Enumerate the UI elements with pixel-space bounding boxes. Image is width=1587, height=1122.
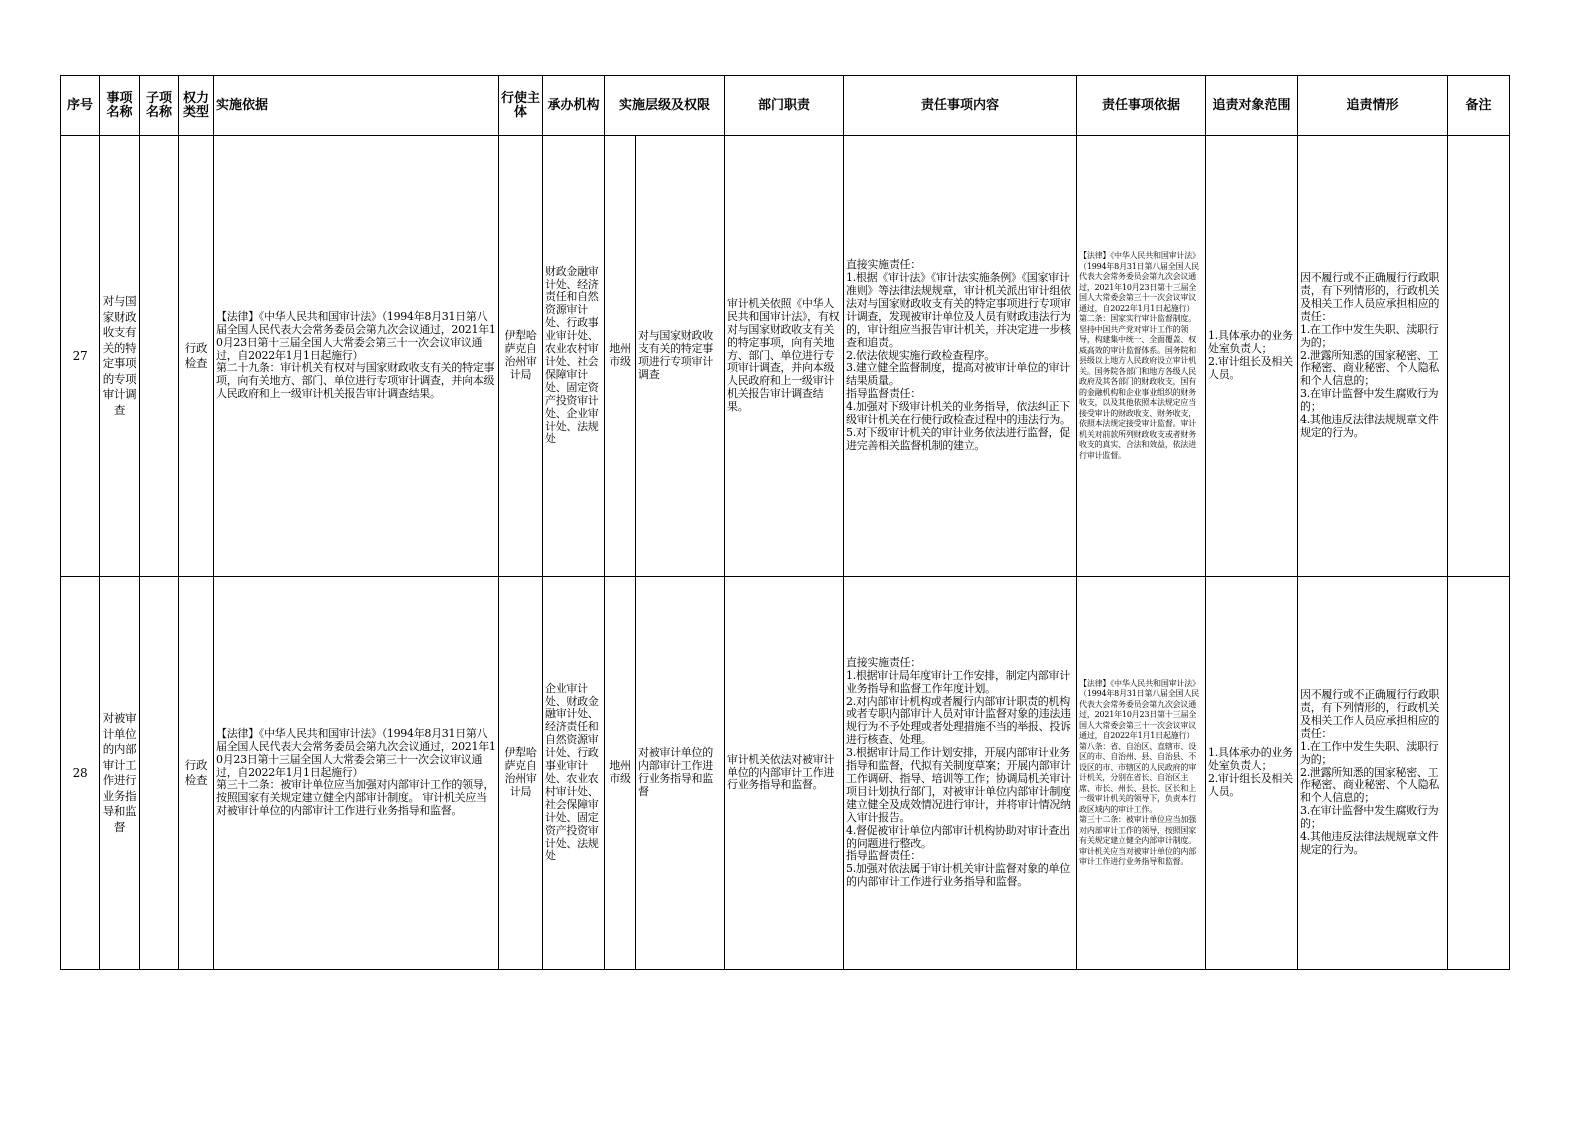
cell-level: 地州市级 <box>605 136 636 577</box>
cell-resp-content: 直接实施责任： 1.根据审计局年度审计工作安排，制定内部审计业务指导和监督工作年度计划。 2.对内部审计机构或者履行内部审计职责的机构或者专职内部审计人员对审计监督对象的违法违规行为不予处理或者处理措施不当的举报、投诉进行核查、处理。 3.根据审计局工作计划安排，开展内部审计业务指导和监督，代拟有关制度草案；开展内部审计工作调研、指导、培训等工作；协调局机关审计项目计划执行部门，对被审计单位内部审计制度建立健全及成效情况进行审计，并将审计情况纳入审计报告。 4.督促被审计单位内部审计机构协助对审计查出的问题进行整改。 指导监督责任： 5.加强对依法属于审计机关审计监督对象的单位的内部审计工作进行业务指导和监督。 <box>844 577 1077 970</box>
cell-agency: 财政金融审计处、经济责任和自然资源审计处、行政事业审计处、农业农村审计处、社会保障审计处、固定资产投资审计处、企业审计处、法规处 <box>543 136 605 577</box>
cell-resp-basis: 【法律】《中华人民共和国审计法》（1994年8月31日第八届全国人民代表大会常务委员会第九次会议通过，2021年10月23日第十三届全国人大常委会第三十一次会议审议通过，自2022年1月1日起施行） 第二条：国家实行审计监督制度。坚持中国共产党对审计工作的领导，构建集中统一、全面覆盖、权威高效的审计监督体系。国务院和县级以上地方人民政府设立审计机关。国务院各部门和地方各级人民政府及其各部门的财政收支，国有的金融机构和企业事业组织的财务收支，以及其他依照本法规定应当接受审计的财政收支、财务收支，依照本法规定接受审计监督。审计机关对前款所列财政收支或者财务收支的真实、合法和效益，依法进行审计监督。 <box>1077 136 1206 577</box>
cell-duty: 审计机关依法对被审计单位的内部审计工作进行业务指导和监督。 <box>725 577 844 970</box>
header-duty: 部门职责 <box>725 76 844 136</box>
header-agency: 承办机构 <box>543 76 605 136</box>
cell-item-name: 对与国家财政收支有关的特定事项的专项审计调查 <box>100 136 140 577</box>
cell-situation: 因不履行或不正确履行行政职责，有下列情形的，行政机关及相关工作人员应承担相应的责任： 1.在工作中发生失职、渎职行为的； 2.泄露所知悉的国家秘密、工作秘密、商业秘密、个人隐私和个人信息的； 3.在审计监督中发生腐败行为的； 4.其他违反法律法规规章文件规定的行为。 <box>1298 136 1448 577</box>
header-sub-name: 子项名称 <box>140 76 179 136</box>
cell-sub-name <box>140 577 179 970</box>
cell-remark <box>1448 577 1510 970</box>
cell-subject: 伊犁哈萨克自治州审计局 <box>499 136 543 577</box>
cell-item-name: 对被审计单位的内部审计工作进行业务指导和监督 <box>100 577 140 970</box>
header-item-name: 事项名称 <box>100 76 140 136</box>
cell-basis: 【法律】《中华人民共和国审计法》（1994年8月31日第八届全国人民代表大会常务委员会第九次会议通过，2021年10月23日第十三届全国人大常委会第三十一次会议审议通过，自2022年1月1日起施行） 第二十九条：审计机关有权对与国家财政收支有关的特定事项，向有关地方、部门、单位进行专项审计调查，并向本级人民政府和上一级审计机关报告审计调查结果。 <box>214 136 499 577</box>
header-remark: 备注 <box>1448 76 1510 136</box>
cell-sub-name <box>140 136 179 577</box>
cell-seq: 27 <box>61 136 100 577</box>
cell-resp-basis: 【法律】《中华人民共和国审计法》（1994年8月31日第八届全国人民代表大会常务委员会第九次会议通过，2021年10月23日第十三届全国人大常委会第三十一次会议审议通过，自2022年1月1日起施行） 第八条：省、自治区、直辖市、设区的市、自治州、县、自治县、不设区的市、市辖区的人民政府的审计机关，分别在省长、自治区主席、市长、州长、县长、区长和上一级审计机关的领导下，负责本行政区域内的审计工作。 第三十二条：被审计单位应当加强对内部审计工作的领导，按照国家有关规定建立健全内部审计制度。审计机关应当对被审计单位的内部审计工作进行业务指导和监督。 <box>1077 577 1206 970</box>
header-subject: 行使主体 <box>499 76 543 136</box>
header-row <box>61 76 1510 136</box>
cell-authority: 对与国家财政收支有关的特定事项进行专项审计调查 <box>636 136 725 577</box>
header-resp-basis: 责任事项依据 <box>1077 76 1206 136</box>
header-resp-content: 责任事项内容 <box>844 76 1077 136</box>
cell-scope: 1.具体承办的业务处室负责人； 2.审计组长及相关人员。 <box>1206 577 1298 970</box>
cell-power-type: 行政检查 <box>179 577 214 970</box>
cell-remark <box>1448 136 1510 577</box>
cell-authority: 对被审计单位的内部审计工作进行业务指导和监督 <box>636 577 725 970</box>
cell-situation: 因不履行或不正确履行行政职责，有下列情形的，行政机关及相关工作人员应承担相应的责任： 1.在工作中发生失职、渎职行为的； 2.泄露所知悉的国家秘密、工作秘密、商业秘密、个人隐私和个人信息的； 3.在审计监督中发生腐败行为的； 4.其他违反法律法规规章文件规定的行为。 <box>1298 577 1448 970</box>
cell-duty: 审计机关依照《中华人民共和国审计法》，有权对与国家财政收支有关的特定事项，向有关地方、部门、单位进行专项审计调查，并向本级人民政府和上一级审计机关报告审计调查结果。 <box>725 136 844 577</box>
cell-seq: 28 <box>61 577 100 970</box>
header-power-type: 权力类型 <box>179 76 214 136</box>
cell-agency: 企业审计处、财政金融审计处、经济责任和自然资源审计处、行政事业审计处、农业农村审计处、社会保障审计处、固定资产投资审计处、法规处 <box>543 577 605 970</box>
cell-scope: 1.具体承办的业务处室负责人； 2.审计组长及相关人员。 <box>1206 136 1298 577</box>
responsibility-list-table <box>60 75 1510 970</box>
table-row <box>61 136 1510 577</box>
cell-power-type: 行政检查 <box>179 136 214 577</box>
header-seq: 序号 <box>61 76 100 136</box>
cell-resp-content: 直接实施责任： 1.根据《审计法》《审计法实施条例》《国家审计准则》等法律法规规章，审计机关派出审计组依法对与国家财政收支有关的特定事项进行专项审计调查，发现被审计单位及人员有财政违法行为的，审计组应当报告审计机关，并决定进一步核查和追责。 2.依法依规实施行政检查程序。 3.建立健全监督制度，提高对被审计单位的审计结果质量。 指导监督责任： 4.加强对下级审计机关的业务指导，依法纠正下级审计机关在行使行政检查过程中的违法行为。 5.对下级审计机关的审计业务依法进行监督，促进完善相关监督机制的建立。 <box>844 136 1077 577</box>
header-basis: 实施依据 <box>214 76 499 136</box>
header-situation: 追责情形 <box>1298 76 1448 136</box>
cell-subject: 伊犁哈萨克自治州审计局 <box>499 577 543 970</box>
table-row <box>61 577 1510 970</box>
header-level: 实施层级及权限 <box>605 76 725 136</box>
cell-basis: 【法律】《中华人民共和国审计法》（1994年8月31日第八届全国人民代表大会常务委员会第九次会议通过，2021年10月23日第十三届全国人大常委会第三十一次会议审议通过，自2022年1月1日起施行） 第三十二条：被审计单位应当加强对内部审计工作的领导，按照国家有关规定建立健全内部审计制度。 审计机关应当对被审计单位的内部审计工作进行业务指导和监督。 <box>214 577 499 970</box>
header-scope: 追责对象范围 <box>1206 76 1298 136</box>
cell-level: 地州市级 <box>605 577 636 970</box>
